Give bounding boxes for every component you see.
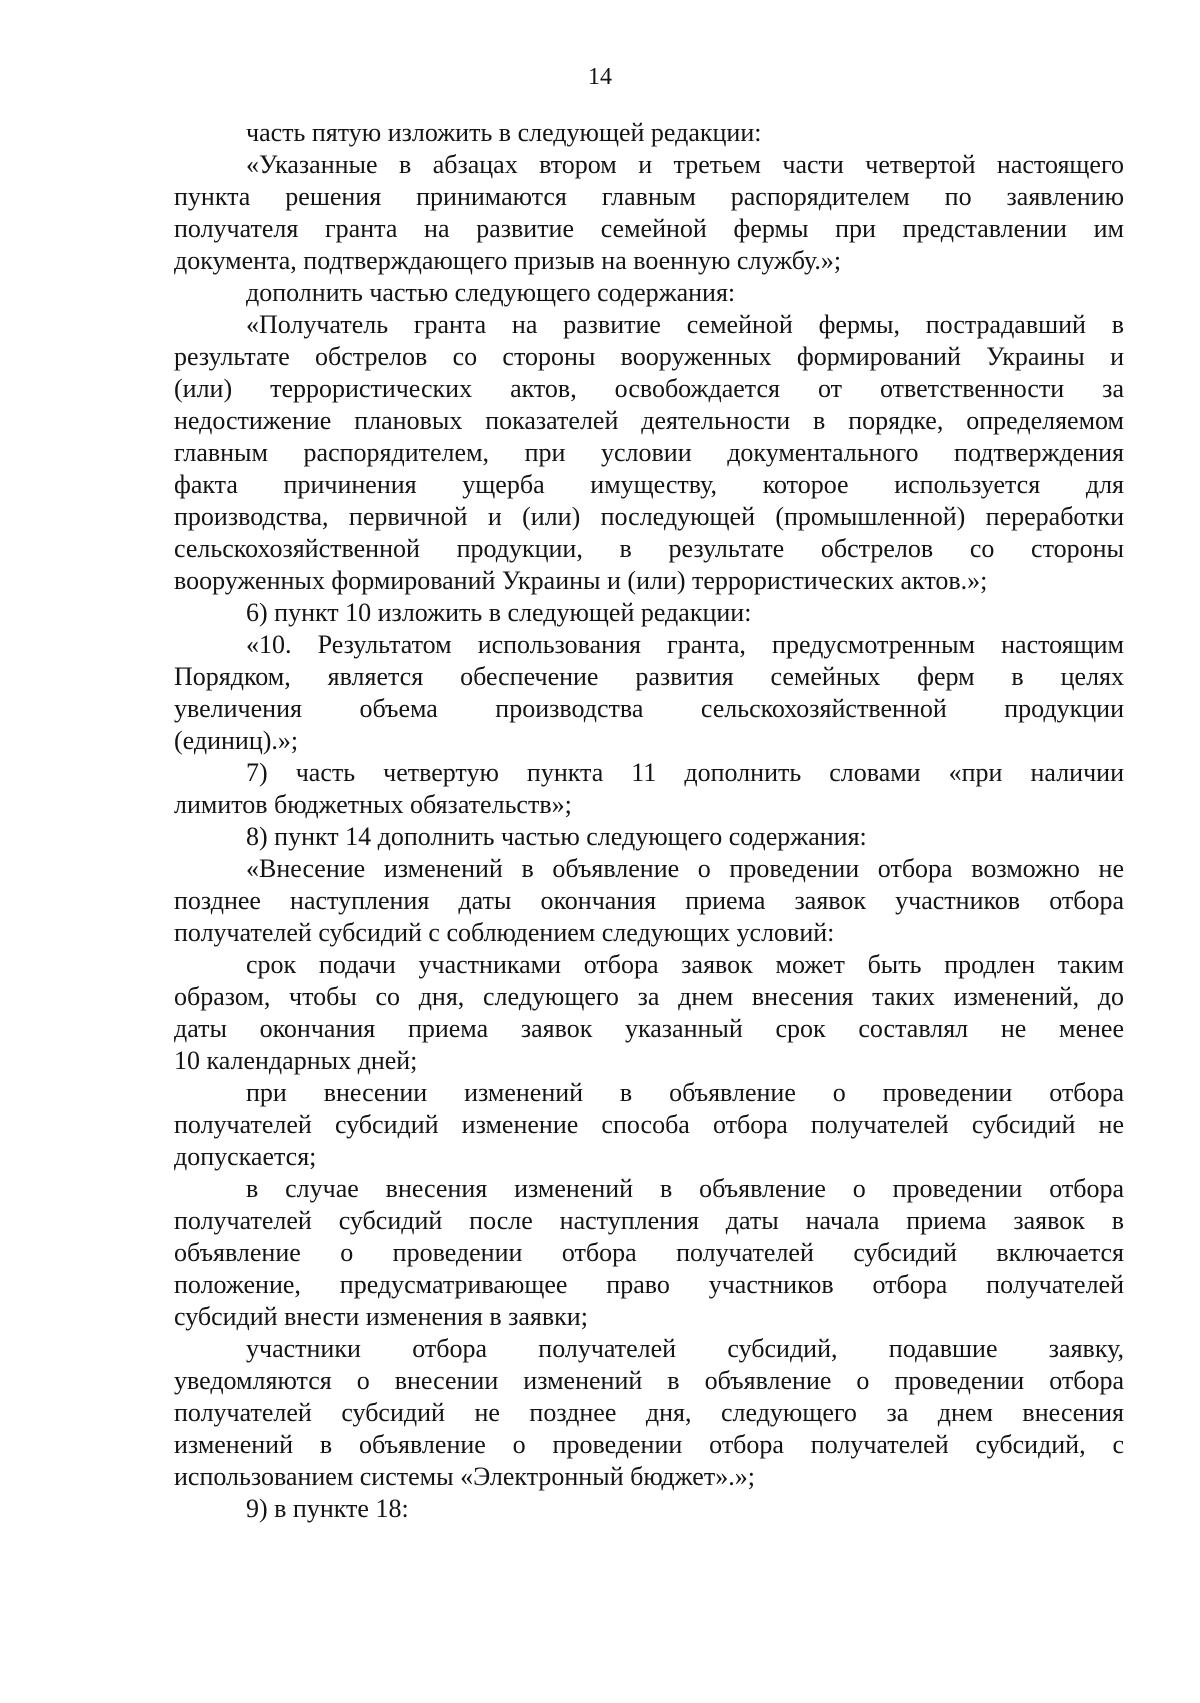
text-line: документа, подтверждающего призыв на военную службу.»; xyxy=(174,246,842,275)
text-line: позднее наступления даты окончания приема заявок участников отбора xyxy=(174,886,1124,915)
text-line: лимитов бюджетных обязательств»; xyxy=(174,790,572,819)
text-line: 8) пункт 14 дополнить частью следующего содержания: xyxy=(246,822,867,851)
text-line: положение, предусматривающее право участников отбора получателей xyxy=(174,1270,1124,1299)
text-line: вооруженных формирований Украины и (или) террористических актов.»; xyxy=(174,566,988,595)
paragraph xyxy=(174,117,1124,149)
paragraph xyxy=(174,1493,1124,1525)
text-line: участники отбора получателей субсидий, подавшие заявку, xyxy=(246,1334,1124,1363)
text-line: использованием системы «Электронный бюджет».»; xyxy=(174,1462,755,1491)
text-line: пункта решения принимаются главным распорядителем по заявлению xyxy=(174,182,1124,211)
text-line: недостижение плановых показателей деятельности в порядке, определяемом xyxy=(174,406,1124,435)
paragraph xyxy=(174,149,1124,277)
text-line: (единиц).»; xyxy=(174,726,299,755)
text-line: увеличения объема производства сельскохозяйственной продукции xyxy=(174,694,1124,723)
paragraph xyxy=(174,309,1124,597)
text-line: получателей субсидий после наступления даты начала приема заявок в xyxy=(174,1206,1124,1235)
text-line: даты окончания приема заявок указанный срок составлял не менее xyxy=(174,1014,1124,1043)
paragraph xyxy=(174,757,1124,821)
text-line: «Получатель гранта на развитие семейной фермы, пострадавший в xyxy=(246,310,1124,339)
text-line: факта причинения ущерба имуществу, которое используется для xyxy=(174,470,1124,499)
text-line: образом, чтобы со дня, следующего за днем внесения таких изменений, до xyxy=(174,982,1124,1011)
text-line: результате обстрелов со стороны вооруженных формирований Украины и xyxy=(174,342,1124,371)
text-line: получателей субсидий с соблюдением следующих условий: xyxy=(174,918,835,947)
text-line: изменений в объявление о проведении отбора получателей субсидий, с xyxy=(174,1430,1124,1459)
text-line: получателей субсидий изменение способа отбора получателей субсидий не xyxy=(174,1110,1124,1139)
text-line: часть пятую изложить в следующей редакции: xyxy=(246,118,762,147)
paragraph xyxy=(174,597,1124,629)
text-line: главным распорядителем, при условии документального подтверждения xyxy=(174,438,1124,467)
text-line: объявление о проведении отбора получателей субсидий включается xyxy=(174,1238,1124,1267)
text-line: срок подачи участниками отбора заявок может быть продлен таким xyxy=(246,950,1124,979)
text-line: производства, первичной и (или) последующей (промышленной) переработки xyxy=(174,502,1124,531)
text-line: 9) в пункте 18: xyxy=(246,1494,409,1523)
paragraph xyxy=(174,1333,1124,1493)
text-line: 7) часть четвертую пункта 11 дополнить словами «при наличии xyxy=(246,758,1124,787)
paragraph xyxy=(174,1077,1124,1173)
paragraph xyxy=(174,1173,1124,1333)
page-number: 14 xyxy=(588,64,612,90)
paragraph xyxy=(174,277,1124,309)
paragraph xyxy=(174,853,1124,949)
text-line: при внесении изменений в объявление о проведении отбора xyxy=(246,1078,1124,1107)
paragraph xyxy=(174,949,1124,1077)
text-line: 6) пункт 10 изложить в следующей редакции: xyxy=(246,598,752,627)
text-line: уведомляются о внесении изменений в объявление о проведении отбора xyxy=(174,1366,1124,1395)
text-line: Порядком, является обеспечение развития семейных ферм в целях xyxy=(174,662,1124,691)
text-line: 10 календарных дней; xyxy=(174,1046,418,1075)
text-line: в случае внесения изменений в объявление о проведении отбора xyxy=(246,1174,1124,1203)
text-line: дополнить частью следующего содержания: xyxy=(246,278,736,307)
text-line: получателей субсидий не позднее дня, следующего за днем внесения xyxy=(174,1398,1124,1427)
paragraph xyxy=(174,821,1124,853)
text-line: «Указанные в абзацах втором и третьем части четвертой настоящего xyxy=(246,150,1124,179)
text-line: субсидий внести изменения в заявки; xyxy=(174,1302,588,1331)
text-line: «10. Результатом использования гранта, предусмотренным настоящим xyxy=(246,630,1124,659)
paragraph xyxy=(174,629,1124,757)
document-body xyxy=(174,117,1124,1525)
text-line: получателя гранта на развитие семейной фермы при представлении им xyxy=(174,214,1124,243)
text-line: «Внесение изменений в объявление о проведении отбора возможно не xyxy=(246,854,1124,883)
text-line: (или) террористических актов, освобождается от ответственности за xyxy=(174,374,1124,403)
text-line: допускается; xyxy=(174,1142,317,1171)
text-line: сельскохозяйственной продукции, в результате обстрелов со стороны xyxy=(174,534,1124,563)
